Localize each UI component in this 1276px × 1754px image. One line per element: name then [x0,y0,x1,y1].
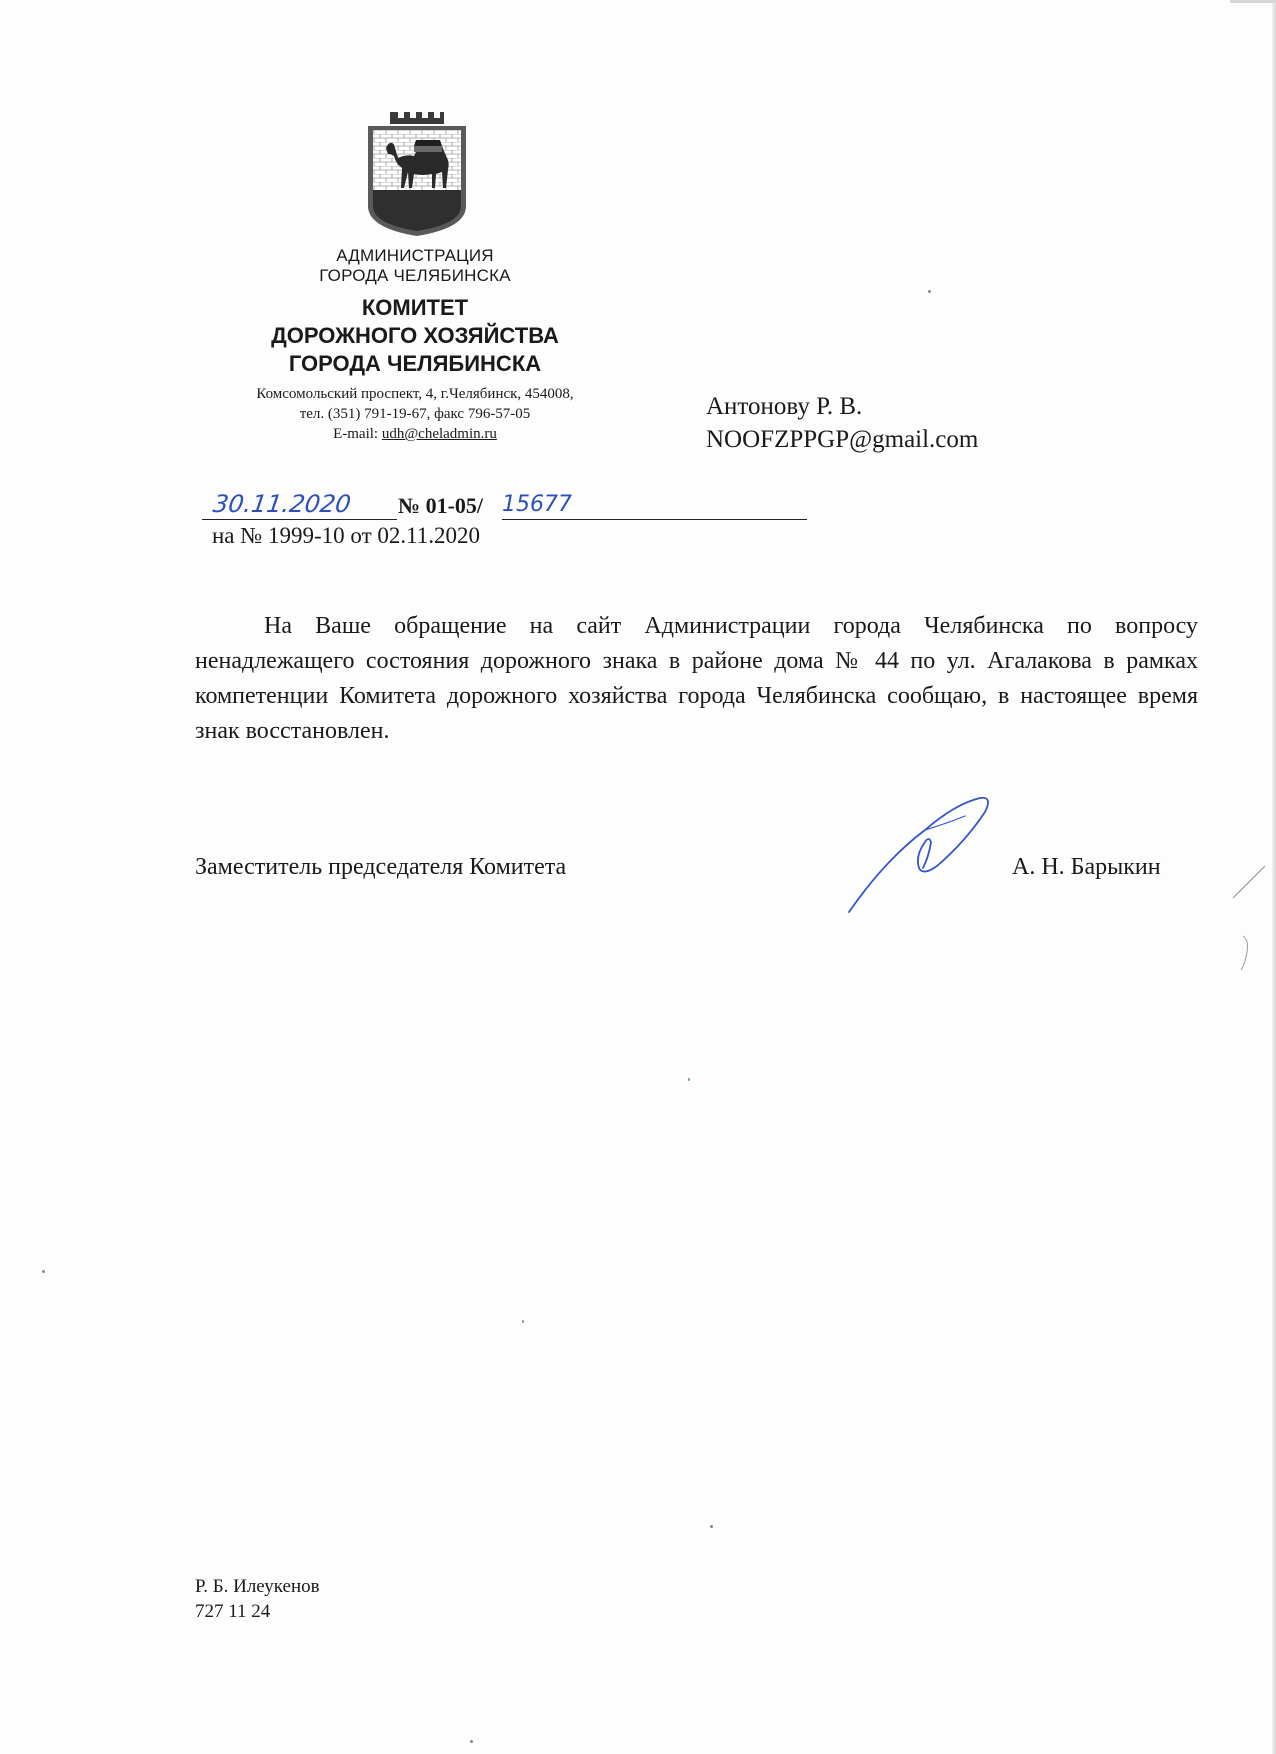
sender-email-line [195,424,635,444]
body-paragraph: На Ваше обращение на сайт Администрации города Челябинска по вопросу ненадлежащего состояния дорожного знака в районе дома № 44 по ул. Агалакова в рамках компетенции Комитета дорожного хозяйства города Челябинска сообщаю, в настоящее время знак восстановлен. [195,613,1198,744]
registration-date: 30.11.2020 [211,490,353,518]
scan-speck [928,290,931,293]
recipient-email: NOOFZPPGP@gmail.com [706,426,979,453]
executor-block [195,1574,320,1624]
reply-reference: на № 1999-10 от 02.11.2020 [212,523,481,548]
registration-number-label: № 01-05/ [398,493,484,518]
sender-email-link[interactable]: udh@cheladmin.ru [381,426,497,442]
admin-line-2: ГОРОДА ЧЕЛЯБИНСКА [319,266,511,285]
executor-name: Р. Б. Илеукенов [195,1576,320,1597]
scan-speck [710,1525,713,1528]
email-prefix: E-mail: [333,426,382,442]
scan-speck [470,1740,473,1743]
recipient-name: Антонову Р. В. [706,393,863,420]
number-underline [502,519,807,520]
admin-line-1: АДМИНИСТРАЦИЯ [336,246,494,265]
committee-line-3: ГОРОДА ЧЕЛЯБИНСКА [288,351,542,376]
signatory-name: А. Н. Барыкин [1012,854,1161,880]
letter-body [195,609,1198,749]
registration-number: 15677 [502,492,572,517]
administration-title [195,246,635,286]
committee-title [195,294,635,378]
sender-phone: тел. (351) 791-19-67, факс 796-57-05 [299,406,531,422]
chelyabinsk-coat-of-arms-camel-icon [362,110,472,238]
sender-address: Комсомольский проспект, 4, г.Челябинск, 454008, [256,386,574,402]
signatory-position: Заместитель председателя Комитета [195,854,567,880]
scan-speck [42,1270,45,1273]
committee-line-1: КОМИТЕТ [361,295,469,320]
handwritten-signature-icon [845,790,1005,915]
sender-contacts [195,384,635,444]
committee-line-2: ДОРОЖНОГО ХОЗЯЙСТВА [271,323,559,348]
margin-scribble-icon [1225,860,1270,980]
registration-line [190,490,620,520]
scan-edge [1272,0,1276,1754]
date-underline [202,519,397,520]
scan-edge-top [1230,0,1276,3]
recipient-block [706,390,978,456]
scan-speck [688,1078,690,1081]
sender-block [195,246,635,444]
executor-phone: 727 11 24 [195,1601,271,1622]
scan-speck [522,1320,524,1323]
